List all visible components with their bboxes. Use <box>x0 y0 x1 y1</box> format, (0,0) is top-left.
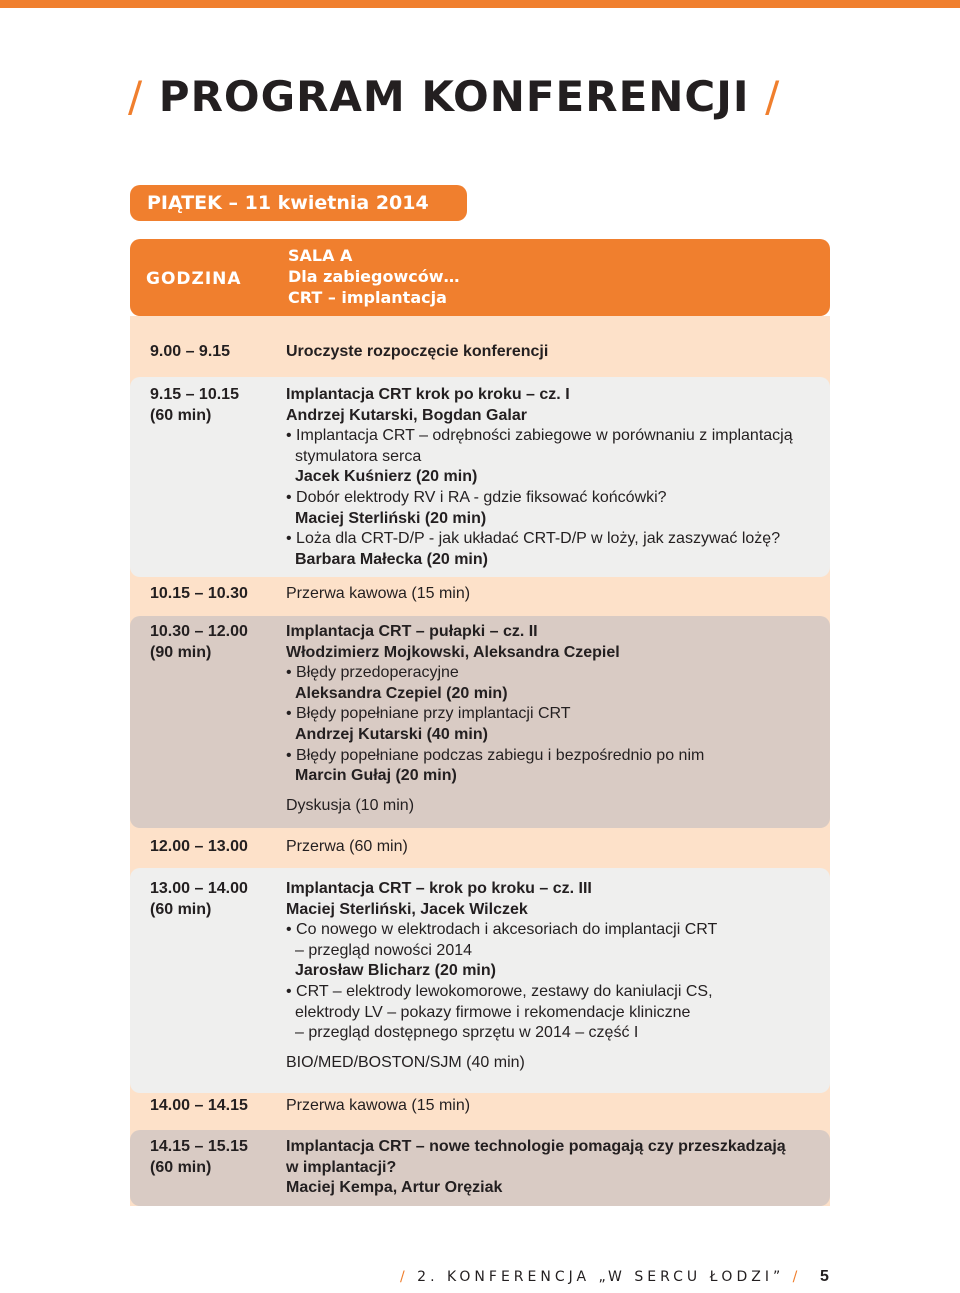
time-range: 13.00 – 14.00 <box>150 880 248 897</box>
session-line: Marcin Gułaj (20 min) <box>295 767 457 785</box>
session-time <box>150 584 248 605</box>
session-line: w implantacji? <box>286 1158 397 1176</box>
session-line: – przegląd nowości 2014 <box>295 941 473 959</box>
page-title <box>128 72 780 121</box>
time-range: 10.30 – 12.00 <box>150 623 248 640</box>
session-line: • Implantacja CRT – odrębności zabiegowe w porównaniu z implantacją <box>286 427 793 445</box>
session-content <box>286 1137 816 1199</box>
page-number: 5 <box>820 1268 829 1285</box>
session-line: • Co nowego w elektrodach i akcesoriach do implantacji CRT <box>286 921 718 939</box>
footer-slash-right: / <box>792 1269 802 1285</box>
header-sala-line: SALA A <box>288 246 353 265</box>
session-line: Uroczyste rozpoczęcie konferencji <box>286 343 549 360</box>
footer-slash-left: / <box>400 1269 409 1285</box>
time-duration: (60 min) <box>150 406 212 424</box>
title-slash-right: / <box>765 72 781 121</box>
footer-text <box>400 1269 801 1285</box>
time-range: 10.15 – 10.30 <box>150 585 248 602</box>
table-header <box>130 239 830 316</box>
session-content <box>286 879 816 1073</box>
time-range: 14.15 – 15.15 <box>150 1138 248 1155</box>
session-line: • Błędy popełniane podczas zabiegu i bezpośrednio po nim <box>286 746 705 764</box>
session-line: Andrzej Kutarski (40 min) <box>295 725 488 743</box>
session-line: Aleksandra Czepiel (20 min) <box>295 684 508 702</box>
time-duration: (90 min) <box>150 643 212 661</box>
session-line: Implantacja CRT krok po kroku – cz. I <box>286 386 570 403</box>
session-line: Przerwa kawowa (15 min) <box>286 585 471 602</box>
session-line: elektrody LV – pokazy firmowe i rekomendacje kliniczne <box>295 1003 691 1021</box>
session-line: Dyskusja (10 min) <box>286 796 415 814</box>
session-line: BIO/MED/BOSTON/SJM (40 min) <box>286 1053 525 1071</box>
title-slash-left: / <box>128 72 144 121</box>
session-content <box>286 1096 816 1117</box>
session-line: Maciej Sterliński, Jacek Wilczek <box>286 900 528 918</box>
session-content <box>286 622 816 816</box>
session-line: Włodzimierz Mojkowski, Aleksandra Czepiel <box>286 643 620 661</box>
header-sala-line: Dla zabiegowców… <box>288 267 460 286</box>
session-line: stymulatora serca <box>295 447 422 465</box>
header-sala-line: CRT – implantacja <box>288 288 447 307</box>
session-line: Implantacja CRT – nowe technologie pomagają czy przeszkadzają <box>286 1138 786 1155</box>
session-time <box>150 622 248 663</box>
session-line: Maciej Kempa, Artur Oręziak <box>286 1179 503 1197</box>
session-time <box>150 1096 248 1117</box>
session-line: – przegląd dostępnego sprzętu w 2014 – część I <box>295 1024 639 1042</box>
session-line: • Błędy popełniane przy implantacji CRT <box>286 705 571 723</box>
session-content <box>286 584 816 605</box>
day-band: PIĄTEK – 11 kwietnia 2014 <box>130 185 467 221</box>
time-range: 14.00 – 14.15 <box>150 1097 248 1114</box>
session-content <box>286 342 816 363</box>
session-time <box>150 1137 248 1178</box>
session-line: • Loża dla CRT-D/P - jak układać CRT-D/P w loży, jak zaszywać lożę? <box>286 530 781 548</box>
session-line: Andrzej Kutarski, Bogdan Galar <box>286 406 527 424</box>
session-line: • CRT – elektrody lewokomorowe, zestawy do kaniulacji CS, <box>286 982 713 1000</box>
time-duration: (60 min) <box>150 900 212 918</box>
time-range: 12.00 – 13.00 <box>150 838 248 855</box>
session-time <box>150 342 230 363</box>
time-range: 9.00 – 9.15 <box>150 343 231 360</box>
footer-conference: 2. KONFERENCJA „W SERCU ŁODZI” <box>417 1269 785 1285</box>
session-time <box>150 837 248 858</box>
header-godzina: GODZINA <box>146 269 242 289</box>
session-line: • Błędy przedoperacyjne <box>286 664 459 682</box>
session-line: • Dobór elektrody RV i RA - gdzie fiksować końcówki? <box>286 488 667 506</box>
session-time <box>150 385 239 426</box>
session-line: Implantacja CRT – pułapki – cz. II <box>286 623 538 640</box>
session-line: Barbara Małecka (20 min) <box>295 550 488 568</box>
session-content <box>286 837 816 858</box>
session-line: Przerwa (60 min) <box>286 838 408 855</box>
header-sala <box>288 245 460 308</box>
session-time <box>150 879 248 920</box>
session-line: Jarosław Blicharz (20 min) <box>295 962 496 980</box>
session-line: Przerwa kawowa (15 min) <box>286 1097 471 1114</box>
session-line: Implantacja CRT – krok po kroku – cz. III <box>286 880 592 897</box>
session-line: Maciej Sterliński (20 min) <box>295 509 487 527</box>
title-text: PROGRAM KONFERENCJI <box>158 72 750 121</box>
session-line: Jacek Kuśnierz (20 min) <box>295 468 478 486</box>
time-range: 9.15 – 10.15 <box>150 386 239 403</box>
time-duration: (60 min) <box>150 1158 212 1176</box>
top-accent-bar <box>0 0 960 8</box>
session-content <box>286 385 816 570</box>
